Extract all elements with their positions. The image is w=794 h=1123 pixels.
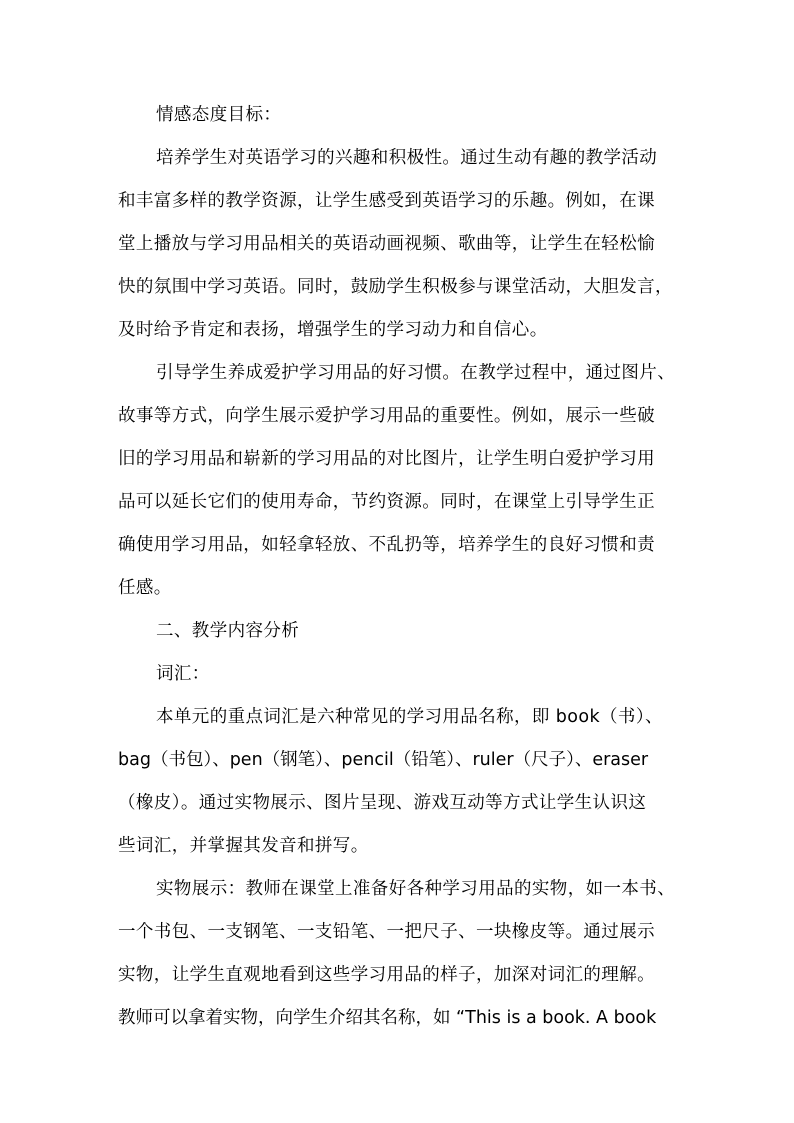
paragraph-line: 些词汇，并掌握其发音和拼写。 (118, 836, 369, 856)
paragraph-line: 确使用学习用品，如轻拿轻放、不乱扔等，培养学生的良好习惯和责 (118, 535, 655, 555)
paragraph-line: 一个书包、一支钢笔、一支铅笔、一把尺子、一块橡皮等。通过展示 (118, 922, 655, 942)
paragraph-line: 教师可以拿着实物，向学生介绍其名称，如 “This is a book. A book (118, 1008, 657, 1028)
paragraph-line: 引导学生养成爱护学习用品的好习惯。在教学过程中，通过图片、 (156, 363, 676, 383)
paragraph-line: 实物，让学生直观地看到这些学习用品的样子，加深对词汇的理解。 (118, 965, 655, 985)
paragraph-line: 故事等方式，向学生展示爱护学习用品的重要性。例如，展示一些破 (118, 406, 655, 426)
section-heading-affective-goals: 情感态度目标： (156, 105, 282, 125)
paragraph-line: 堂上播放与学习用品相关的英语动画视频、歌曲等，让学生在轻松愉 (118, 234, 655, 254)
paragraph-line: 本单元的重点词汇是六种常见的学习用品名称，即 book（书）、 (156, 707, 663, 727)
paragraph-line: （橡皮）。通过实物展示、图片呈现、游戏互动等方式让学生认识这 (118, 793, 647, 813)
paragraph-line: 及时给予肯定和表扬，增强学生的学习动力和自信心。 (118, 320, 548, 340)
paragraph-line: 培养学生对英语学习的兴趣和积极性。通过生动有趣的教学活动 (156, 148, 658, 168)
subheading-vocabulary: 词汇： (156, 664, 210, 684)
section-heading-content-analysis: 二、教学内容分析 (156, 621, 300, 641)
paragraph-line: 旧的学习用品和崭新的学习用品的对比图片，让学生明白爱护学习用 (118, 449, 655, 469)
paragraph-line: 快的氛围中学习英语。同时，鼓励学生积极参与课堂活动，大胆发言， (118, 277, 673, 297)
document-page (118, 94, 686, 1040)
paragraph-line: 实物展示：教师在课堂上准备好各种学习用品的实物，如一本书、 (156, 879, 676, 899)
paragraph-line: bag（书包）、pen（钢笔）、pencil（铅笔）、ruler（尺子）、eraser (118, 750, 649, 770)
paragraph-line: 品可以延长它们的使用寿命，节约资源。同时，在课堂上引导学生正 (118, 492, 655, 512)
paragraph-line: 和丰富多样的教学资源，让学生感受到英语学习的乐趣。例如，在课 (118, 191, 655, 211)
paragraph-line: 任感。 (118, 578, 172, 598)
